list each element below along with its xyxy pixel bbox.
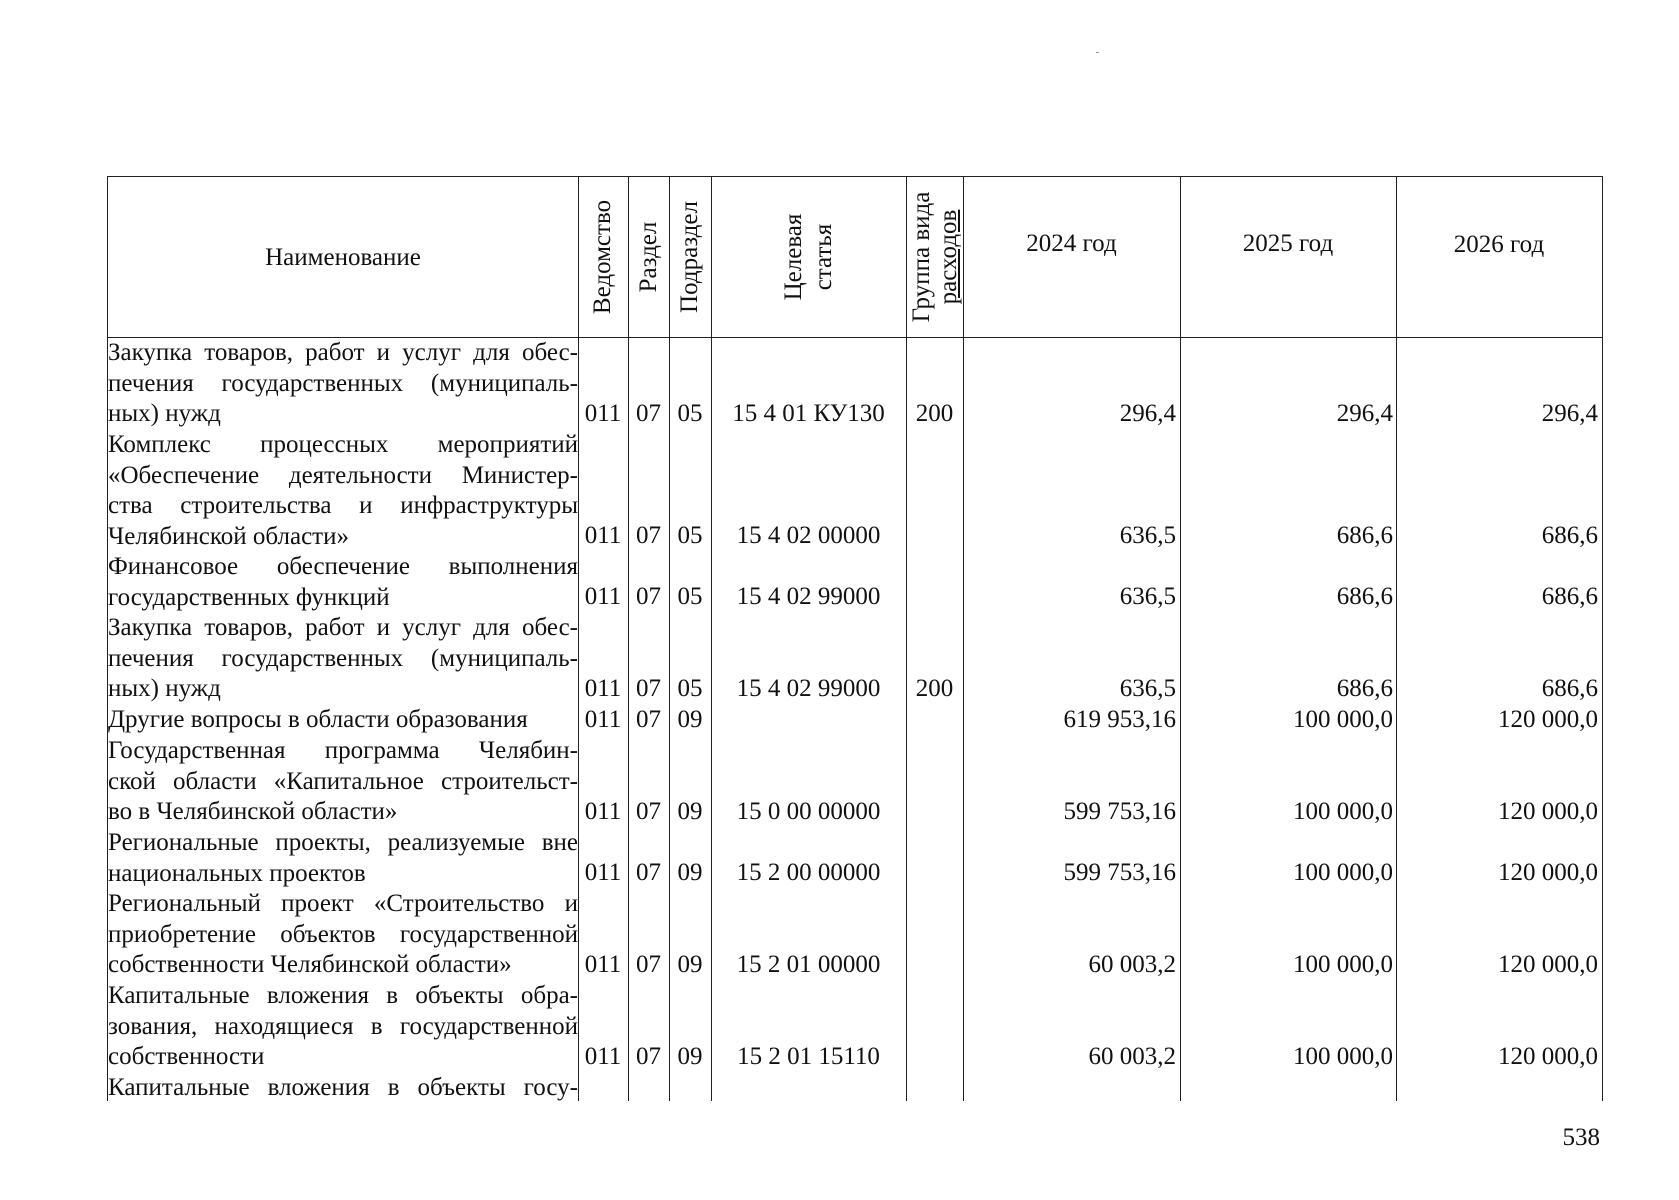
table-row <box>108 430 1602 552</box>
cell-podrazdel: 05 <box>677 675 703 702</box>
cell-razdel: 07 <box>636 951 661 978</box>
row-name-line: Комплекс процессных мероприятий <box>108 431 578 458</box>
table-row <box>108 613 1602 705</box>
cell-2024: 636,5 <box>1119 583 1176 610</box>
row-name-line: «Обеспечение деятельности Министер- <box>108 461 578 489</box>
cell-podrazdel: 09 <box>677 798 703 825</box>
cell-cs: 15 4 02 99000 <box>736 675 881 702</box>
table-row <box>108 705 1602 736</box>
header-vedomstvo <box>578 177 628 337</box>
cell-2025: 100 000,0 <box>1293 951 1393 978</box>
page-number: 538 <box>1562 1124 1600 1151</box>
scan-dot <box>1096 52 1099 53</box>
cell-cs: 15 4 02 00000 <box>736 522 881 549</box>
cell-ved: 011 <box>584 951 622 978</box>
row-name <box>108 981 578 1073</box>
cell-cs: 15 4 02 99000 <box>736 583 881 610</box>
cell-ved: 011 <box>584 798 622 825</box>
cell-vr: 200 <box>915 675 954 702</box>
cell-2025: 686,6 <box>1336 675 1393 702</box>
row-name <box>108 828 578 889</box>
cell-2024: 636,5 <box>1119 522 1176 549</box>
header-razdel-label: Раздел <box>634 221 662 293</box>
row-name-line: Челябинской области» <box>108 522 349 550</box>
header-podrazdel <box>669 177 711 337</box>
cell-2024: 60 003,2 <box>1088 1043 1176 1070</box>
row-name-line: национальных проектов <box>108 859 366 887</box>
row-name-line: государственных функций <box>108 583 390 611</box>
budget-table <box>107 176 1603 1101</box>
cell-2025: 100 000,0 <box>1293 706 1393 733</box>
cell-ved: 011 <box>584 522 622 549</box>
row-name-line: Закупка товаров, работ и услуг для обес- <box>108 339 578 366</box>
row-name <box>108 430 578 552</box>
cell-razdel: 07 <box>636 583 661 610</box>
row-name-line: Закупка товаров, работ и услуг для обес- <box>108 614 578 641</box>
row-name-line: ства строительства и инфраструктуры <box>108 492 578 519</box>
cell-2024: 599 753,16 <box>1063 798 1176 825</box>
cell-razdel: 07 <box>636 522 661 549</box>
row-name-line: зования, находящиеся в государственной <box>108 1012 578 1040</box>
cell-2026: 686,6 <box>1541 522 1598 549</box>
row-name <box>108 889 578 981</box>
header-vedomstvo-label: Ведомство <box>589 199 616 315</box>
cell-podrazdel: 09 <box>677 1043 703 1070</box>
row-name-line: Капитальные вложения в объекты госу- <box>108 1074 578 1101</box>
row-name <box>108 552 578 613</box>
cell-razdel: 07 <box>636 675 661 702</box>
cell-podrazdel: 09 <box>677 706 703 733</box>
cell-2025: 686,6 <box>1336 583 1393 610</box>
cell-2025: 686,6 <box>1336 522 1393 549</box>
row-name <box>108 613 578 705</box>
header-2026: 2026 год <box>1453 230 1545 258</box>
row-name-line: ных) нужд <box>108 400 221 427</box>
header-gruppa <box>906 177 963 337</box>
cell-ved: 011 <box>584 400 622 427</box>
table-row <box>108 338 1602 430</box>
header-gruppa-label <box>908 192 962 323</box>
row-name <box>108 338 578 430</box>
row-name-line: Другие вопросы в области образования <box>108 706 528 733</box>
cell-2026: 296,4 <box>1541 400 1598 427</box>
cell-2024: 60 003,2 <box>1088 951 1176 978</box>
table-row <box>108 552 1602 613</box>
header-2025: 2025 год <box>1242 229 1334 257</box>
row-name-line: приобретение объектов государственной <box>108 920 578 948</box>
cell-ved: 011 <box>584 675 622 702</box>
cell-razdel: 07 <box>636 1043 661 1070</box>
cell-2024: 296,4 <box>1119 400 1176 427</box>
header-podrazdel-label: Подраздел <box>676 201 703 313</box>
cell-cs: 15 0 00 00000 <box>736 798 881 825</box>
header-celevaya <box>711 177 906 337</box>
cell-podrazdel: 05 <box>677 522 703 549</box>
cell-podrazdel: 09 <box>677 859 703 886</box>
table-row <box>108 828 1602 889</box>
cell-vr: 200 <box>915 400 954 427</box>
cell-2026: 686,6 <box>1541 675 1598 702</box>
cell-ved: 011 <box>584 706 622 733</box>
row-name <box>108 705 578 736</box>
table-row <box>108 1073 1602 1103</box>
row-name-line: Региональный проект «Строительство и <box>108 890 578 917</box>
cell-2025: 100 000,0 <box>1293 859 1393 886</box>
row-name-line: печения государственных (муниципаль- <box>108 644 578 672</box>
row-name-line: Государственная программа Челябин- <box>108 737 578 764</box>
cell-razdel: 07 <box>636 400 661 427</box>
cell-razdel: 07 <box>636 706 661 733</box>
cell-2024: 636,5 <box>1119 675 1176 702</box>
cell-2025: 100 000,0 <box>1293 798 1393 825</box>
cell-2026: 686,6 <box>1541 583 1598 610</box>
cell-razdel: 07 <box>636 859 661 886</box>
header-name: Наименование <box>265 243 421 271</box>
table-row <box>108 736 1602 828</box>
row-name-line: Капитальные вложения в объекты обра- <box>108 982 578 1009</box>
cell-cs: 15 2 01 15110 <box>737 1043 880 1070</box>
row-name-line: собственности <box>108 1043 265 1070</box>
header-celevaya-line2: статья <box>809 223 837 291</box>
cell-2025: 100 000,0 <box>1293 1043 1393 1070</box>
row-name-line: печения государственных (муниципаль- <box>108 369 578 397</box>
cell-2026: 120 000,0 <box>1498 1043 1598 1070</box>
cell-ved: 011 <box>584 1043 622 1070</box>
cell-podrazdel: 05 <box>677 583 703 610</box>
row-name-line: собственности Челябинской области» <box>108 951 512 978</box>
cell-2026: 120 000,0 <box>1498 798 1598 825</box>
header-gruppa-line2: расходов <box>934 209 962 305</box>
row-name-line: ской области «Капитальное строительст- <box>108 767 578 795</box>
header-celevaya-label <box>779 214 839 301</box>
header-2024: 2024 год <box>1026 229 1117 257</box>
row-name-line: Региональные проекты, реализуемые вне <box>108 829 578 856</box>
table-row <box>108 981 1602 1073</box>
cell-cs: 15 4 01 КУ130 <box>732 400 885 427</box>
cell-ved: 011 <box>584 859 622 886</box>
cell-cs: 15 2 00 00000 <box>736 859 881 886</box>
header-celevaya-line1: Целевая <box>779 213 807 301</box>
row-name <box>108 736 578 828</box>
row-name-line: во в Челябинской области» <box>108 798 398 825</box>
cell-ved: 011 <box>584 583 622 610</box>
cell-cs: 15 2 01 00000 <box>736 951 881 978</box>
row-name <box>108 1073 578 1104</box>
cell-podrazdel: 05 <box>677 400 703 427</box>
cell-2026: 120 000,0 <box>1498 859 1598 886</box>
cell-podrazdel: 09 <box>677 951 703 978</box>
cell-2026: 120 000,0 <box>1498 951 1598 978</box>
cell-2024: 599 753,16 <box>1063 859 1176 886</box>
cell-razdel: 07 <box>636 798 661 825</box>
cell-2024: 619 953,16 <box>1063 706 1176 733</box>
cell-2026: 120 000,0 <box>1498 706 1598 733</box>
header-gruppa-line1: Группа вида <box>907 191 935 323</box>
row-name-line: Финансовое обеспечение выполнения <box>108 553 578 580</box>
row-name-line: ных) нужд <box>108 675 221 702</box>
table-row <box>108 889 1602 981</box>
cell-2025: 296,4 <box>1336 400 1393 427</box>
header-razdel <box>628 177 669 337</box>
